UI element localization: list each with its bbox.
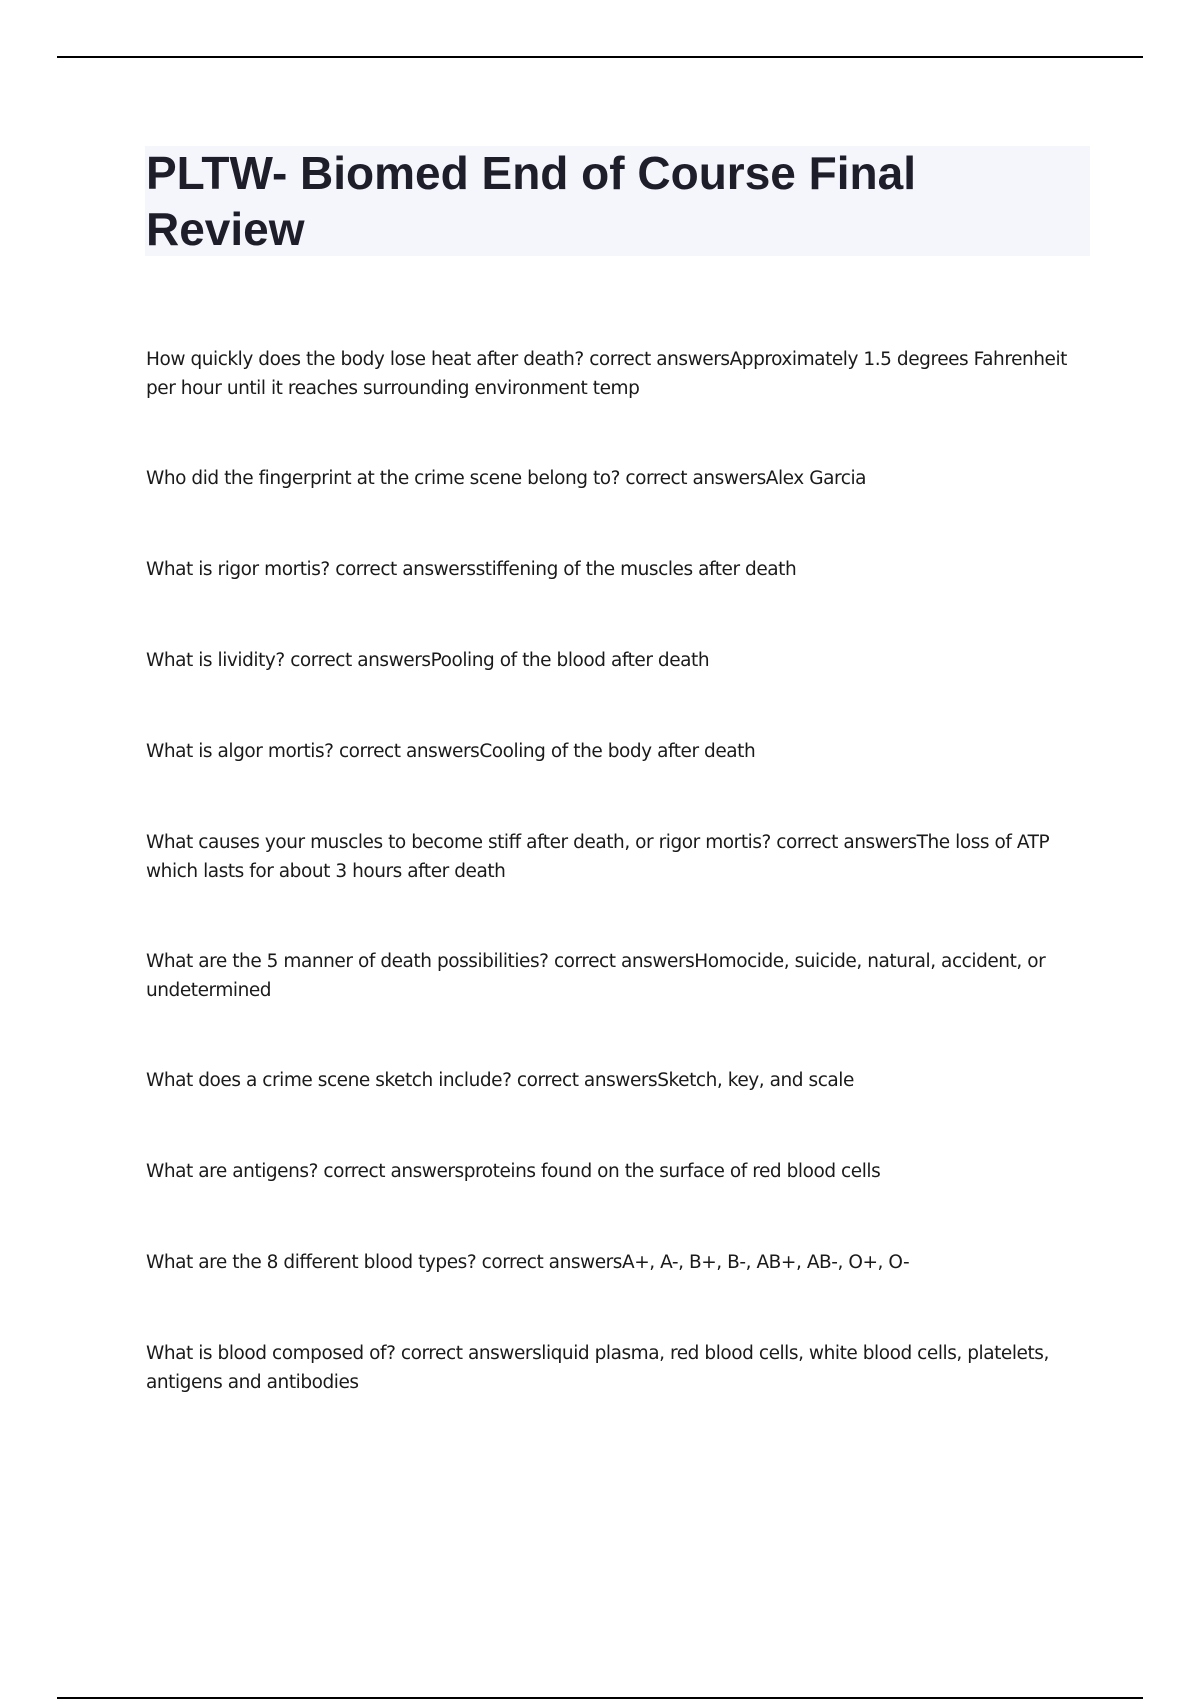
qa-item: What are the 5 manner of death possibilities? correct answersHomocide, suicide, natural, accident, or undetermined bbox=[146, 951, 1046, 1001]
qa-item: What is blood composed of? correct answersliquid plasma, red blood cells, white blood cells, platelets, antigens and antibodies bbox=[146, 1343, 1049, 1393]
qa-item: What is algor mortis? correct answersCooling of the body after death bbox=[146, 741, 756, 762]
qa-item: What is rigor mortis? correct answersstiffening of the muscles after death bbox=[146, 559, 797, 580]
qa-item: What are antigens? correct answersproteins found on the surface of red blood cells bbox=[146, 1161, 881, 1182]
qa-item: What causes your muscles to become stiff after death, or rigor mortis? correct answersThe loss of ATP which lasts for about 3 hours after death bbox=[146, 832, 1050, 882]
qa-list bbox=[146, 345, 1086, 1458]
top-rule bbox=[57, 56, 1143, 58]
qa-item: What does a crime scene sketch include? correct answersSketch, key, and scale bbox=[146, 1070, 854, 1091]
qa-item: What are the 8 different blood types? correct answersA+, A-, B+, B-, AB+, AB-, O+, O- bbox=[146, 1252, 910, 1273]
qa-item: What is lividity? correct answersPooling of the blood after death bbox=[146, 650, 710, 671]
bottom-rule bbox=[57, 1697, 1143, 1699]
qa-item: How quickly does the body lose heat after death? correct answersApproximately 1.5 degrees Fahrenheit per hour until it reaches surrounding environment temp bbox=[146, 349, 1067, 399]
qa-item: Who did the fingerprint at the crime scene belong to? correct answersAlex Garcia bbox=[146, 468, 867, 489]
document-title: PLTW- Biomed End of Course Final Review bbox=[146, 147, 916, 255]
